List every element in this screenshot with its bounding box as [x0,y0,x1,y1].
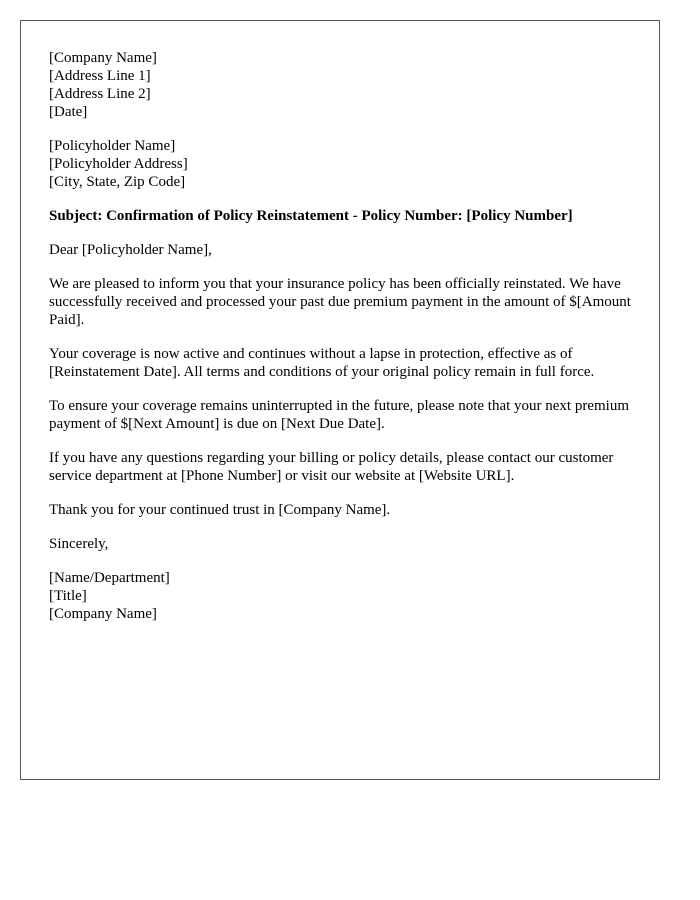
sender-company-name: [Company Name] [49,50,157,66]
recipient-name: [Policyholder Name] [49,138,176,154]
letter-date: [Date] [49,104,88,120]
recipient-address-block [49,137,639,191]
body-paragraph-thanks: Thank you for your continued trust in [Company Name]. [49,502,391,518]
signature-company: [Company Name] [49,606,157,622]
sender-address-line-1: [Address Line 1] [49,68,151,84]
sender-address-line-2: [Address Line 2] [49,86,151,102]
closing: Sincerely, [49,536,109,552]
signature-name: [Name/Department] [49,570,170,586]
sender-address-block [49,49,639,121]
body-paragraph-reinstated: We are pleased to inform you that your insurance policy has been officially reinstated. We have successfully received and processed your past due premium payment in the amount of $[Amount Paid]. [49,276,631,328]
letter-page [20,20,660,780]
body-paragraph-coverage: Your coverage is now active and continues without a lapse in protection, effective as of [Reinstatement Date]. All terms and conditions of your original policy remain in full force. [49,346,595,380]
body-paragraph-next-payment: To ensure your coverage remains uninterrupted in the future, please note that your next premium payment of $[Next Amount] is due on [Next Due Date]. [49,398,630,432]
letter-content [49,49,639,639]
recipient-city-state-zip: [City, State, Zip Code] [49,174,186,190]
salutation: Dear [Policyholder Name], [49,242,212,258]
body-paragraph-contact: If you have any questions regarding your billing or policy details, please contact our customer service department at [Phone Number] or visit our website at [Website URL]. [49,450,614,484]
subject-line: Subject: Confirmation of Policy Reinstatement - Policy Number: [Policy Number] [49,208,573,224]
signature-block [49,569,639,623]
recipient-address: [Policyholder Address] [49,156,188,172]
signature-title: [Title] [49,588,87,604]
